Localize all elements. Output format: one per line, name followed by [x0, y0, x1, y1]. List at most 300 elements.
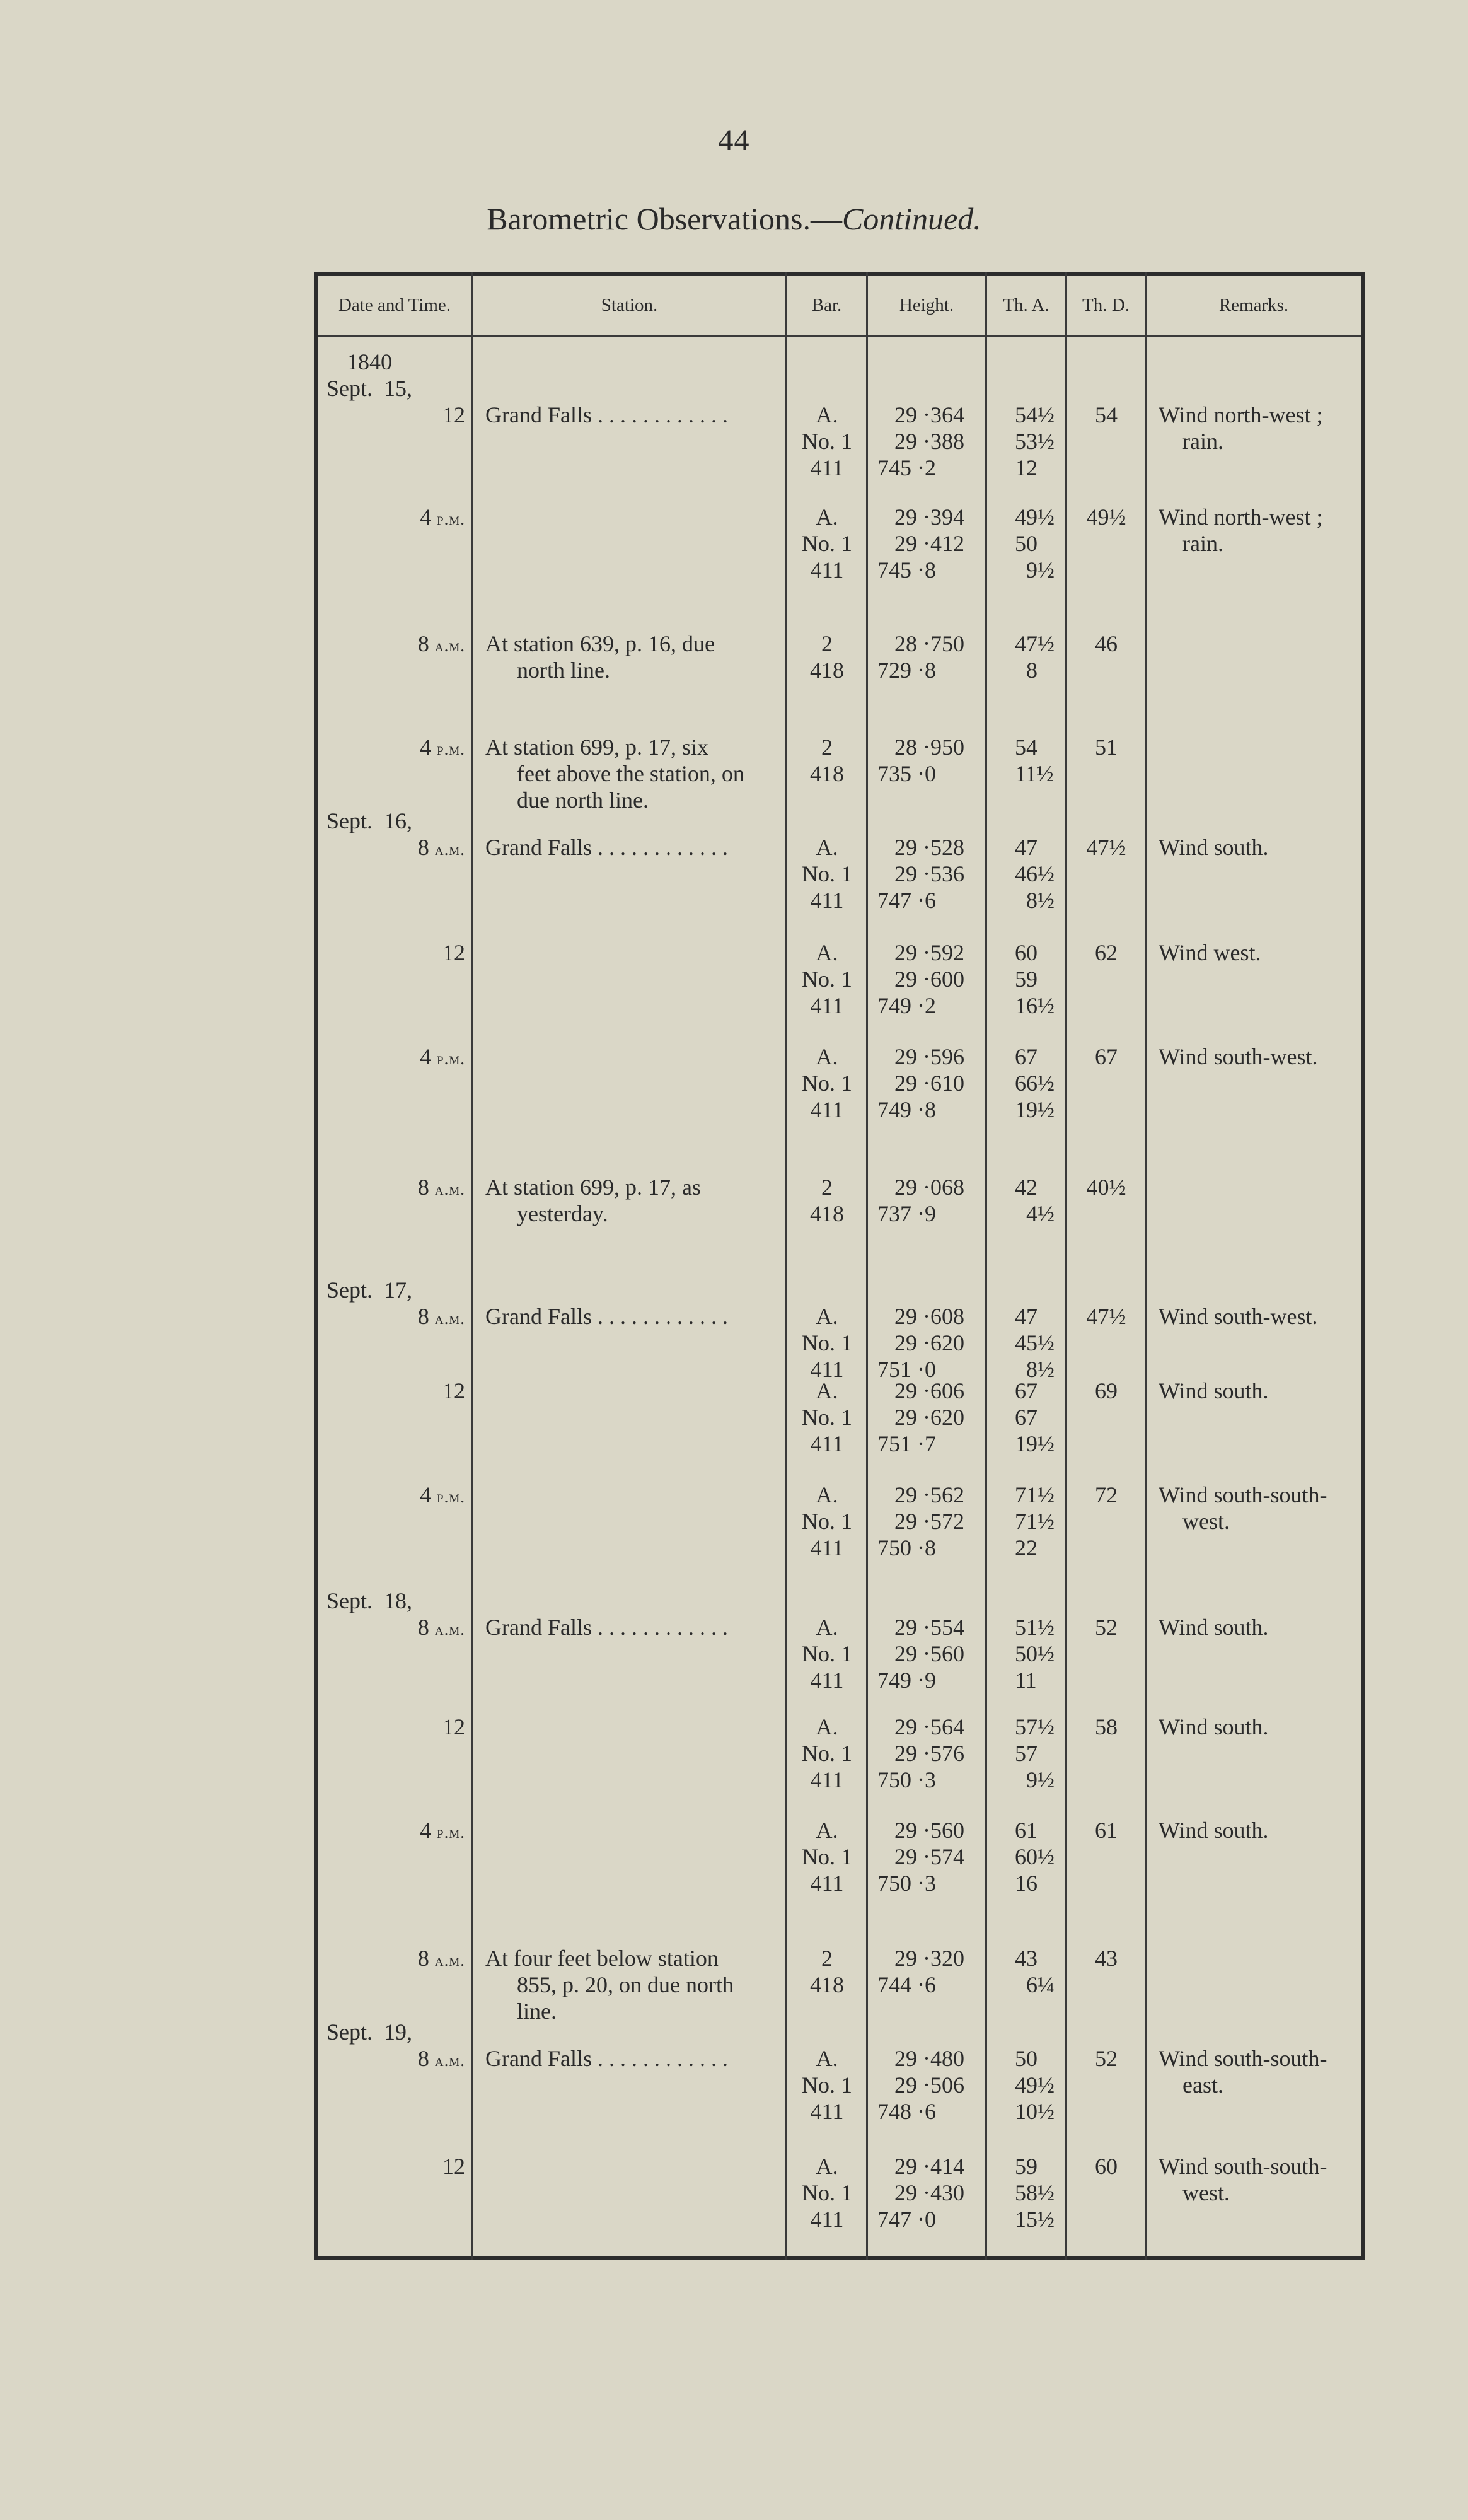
height-cell-line: 29 ·480 [877, 2046, 964, 2071]
th-a-cell-line: 16 [1015, 1871, 1037, 1896]
time-label: 4 p.m. [420, 1044, 465, 1069]
height-cell [877, 1482, 972, 1561]
bar-cell-line: 2 [821, 1175, 833, 1200]
time-label: 8 a.m. [417, 1175, 465, 1200]
station-line: feet above the station, on [517, 761, 744, 786]
bar-cell-line: 411 [810, 557, 844, 583]
th-a-cell [1015, 402, 1065, 481]
bar-cell-line: No. 1 [802, 1509, 852, 1534]
height-cell-line: 750 ·3 [877, 1767, 936, 1792]
bar-cell-line: 2 [821, 735, 833, 760]
column-divider [471, 272, 473, 2260]
time-label: 12 [442, 1714, 465, 1739]
remarks-cell-line: Wind west. [1159, 940, 1261, 965]
th-a-cell-line: 10½ [1015, 2099, 1055, 2124]
bar-cell [795, 1614, 858, 1693]
th-a-cell-line: 60 [1015, 940, 1037, 965]
remarks-cell-line: Wind south. [1159, 1378, 1269, 1403]
header-bar: Bar. [811, 295, 842, 315]
bar-cell-line: A. [816, 402, 838, 427]
remarks-cell-line: Wind south. [1159, 1818, 1269, 1843]
remarks-cell [1159, 2153, 1360, 2206]
bar-cell-line: A. [816, 2154, 838, 2179]
th-d-cell: 43 [1095, 1946, 1118, 1971]
remarks-cell-line: east. [1182, 2072, 1223, 2098]
height-cell-line: 745 ·8 [877, 557, 936, 583]
time-label: 4 p.m. [420, 1482, 465, 1507]
bar-cell-line: 411 [810, 888, 844, 913]
year-label: 1840 [347, 349, 392, 375]
th-a-cell-line: 66½ [1015, 1071, 1055, 1096]
bar-cell [795, 734, 858, 787]
bar-cell-line: 2 [821, 1946, 833, 1971]
bar-cell-line: A. [816, 835, 838, 860]
bar-cell [795, 1303, 858, 1383]
header-date: Date and Time. [338, 295, 451, 315]
date-time-cell [321, 1945, 465, 1973]
title-continued: Continued. [841, 201, 981, 236]
bar-cell [795, 1714, 858, 1793]
th-a-cell-line: 50 [1015, 2046, 1037, 2071]
bar-cell [795, 1378, 858, 1457]
remarks-cell-line: Wind south. [1159, 1615, 1269, 1640]
bar-cell [795, 2045, 858, 2125]
column-divider [785, 272, 787, 2260]
height-cell [877, 2045, 972, 2125]
th-a-cell [1015, 834, 1065, 914]
height-cell-line: 749 ·9 [877, 1668, 936, 1693]
time-label: 8 a.m. [417, 835, 465, 860]
height-cell [877, 834, 972, 914]
th-a-cell-line: 22 [1015, 1535, 1037, 1560]
title-main: Barometric Observations.— [487, 201, 842, 236]
date-time-cell [321, 630, 465, 659]
bar-cell [795, 1043, 858, 1123]
date-time-cell [321, 1714, 465, 1740]
station-cell [485, 1614, 775, 1640]
header-height: Height. [899, 295, 954, 315]
station-line: yesterday. [517, 1201, 608, 1226]
th-a-cell-line: 61 [1015, 1818, 1037, 1843]
day-label: Sept. 17, [327, 1277, 413, 1303]
station-cell [485, 734, 775, 813]
bar-cell-line: 411 [810, 1431, 844, 1456]
height-cell-line: 751 ·0 [877, 1357, 936, 1382]
height-cell-line: 737 ·9 [877, 1201, 936, 1226]
height-cell-line: 29 ·068 [877, 1175, 964, 1200]
remarks-cell-line: Wind south. [1159, 835, 1269, 860]
height-cell-line: 29 ·562 [877, 1482, 964, 1507]
th-a-cell-line: 19½ [1015, 1097, 1055, 1122]
height-cell [877, 1378, 972, 1457]
height-cell-line: 29 ·554 [877, 1615, 964, 1640]
remarks-cell-line: Wind south. [1159, 1714, 1269, 1739]
bar-cell-line: 411 [810, 1535, 844, 1560]
th-a-cell-line: 51½ [1015, 1615, 1055, 1640]
th-a-cell [1015, 1714, 1065, 1793]
th-d-cell: 40½ [1086, 1175, 1126, 1200]
time-label: 8 a.m. [417, 1615, 465, 1640]
station-cell [485, 834, 775, 861]
height-cell [877, 939, 972, 1019]
station-cell [485, 1303, 775, 1330]
time-label: 4 p.m. [420, 504, 465, 530]
bar-cell-line: No. 1 [802, 1405, 852, 1430]
height-cell-line: 29 ·320 [877, 1946, 964, 1971]
height-cell-line: 29 ·572 [877, 1509, 964, 1534]
header-th-a: Th. A. [1003, 295, 1049, 315]
date-time-cell [321, 2153, 465, 2180]
th-a-cell-line: 16½ [1015, 993, 1055, 1018]
th-a-cell-line: 50 [1015, 531, 1037, 556]
remarks-cell [1159, 1482, 1360, 1535]
time-label: 8 a.m. [417, 2046, 465, 2071]
bar-cell-line: No. 1 [802, 967, 852, 992]
th-a-cell [1015, 734, 1065, 787]
station-line: At station 699, p. 17, six [485, 735, 709, 760]
remarks-cell-line: rain. [1182, 531, 1223, 556]
th-a-cell [1015, 1945, 1065, 1998]
height-cell-line: 29 ·528 [877, 835, 964, 860]
th-a-cell [1015, 504, 1065, 583]
height-cell-line: 29 ·606 [877, 1378, 964, 1403]
height-cell-line: 29 ·560 [877, 1818, 964, 1843]
bar-cell-line: A. [816, 1818, 838, 1843]
height-cell-line: 29 ·620 [877, 1330, 964, 1356]
bar-cell [795, 1945, 858, 1998]
height-cell [877, 402, 972, 481]
height-cell-line: 29 ·620 [877, 1405, 964, 1430]
bar-cell-line: 418 [810, 761, 844, 786]
height-cell-line: 29 ·600 [877, 967, 964, 992]
bar-cell-line: No. 1 [802, 2072, 852, 2098]
time-label: 4 p.m. [420, 1818, 465, 1843]
station-line: line. [517, 1999, 557, 2024]
date-time-cell [321, 349, 465, 428]
station-line: due north line. [517, 787, 649, 813]
station-line: Grand Falls . . . . . . . . . . . . [485, 835, 728, 860]
time-label: 8 a.m. [417, 1946, 465, 1971]
remarks-cell [1159, 1378, 1360, 1404]
height-cell-line: 750 ·3 [877, 1871, 936, 1896]
time-label: 12 [442, 1378, 465, 1403]
height-cell-line: 29 ·596 [877, 1044, 964, 1069]
th-a-cell-line: 53½ [1015, 429, 1055, 454]
th-a-cell [1015, 1614, 1065, 1693]
height-cell-line: 29 ·412 [877, 531, 964, 556]
th-a-cell-line: 8½ [1015, 888, 1055, 913]
bar-cell [795, 1174, 858, 1227]
date-time-cell [321, 1378, 465, 1404]
height-cell [877, 2153, 972, 2233]
height-cell-line: 29 ·608 [877, 1304, 964, 1329]
bar-cell-line: No. 1 [802, 1844, 852, 1869]
th-a-cell [1015, 1482, 1065, 1561]
height-cell-line: 729 ·8 [877, 658, 936, 683]
height-cell-line: 747 ·0 [877, 2207, 936, 2232]
bar-cell-line: No. 1 [802, 1641, 852, 1666]
remarks-cell-line: Wind south-south- [1159, 1482, 1327, 1507]
height-cell-line: 747 ·6 [877, 888, 936, 913]
th-a-cell [1015, 1817, 1065, 1896]
page-title [0, 200, 1468, 237]
station-cell [485, 1945, 775, 2024]
height-cell-line: 29 ·564 [877, 1714, 964, 1739]
th-a-cell-line: 11½ [1015, 761, 1054, 786]
bar-cell-line: 411 [810, 1357, 844, 1382]
th-d-cell: 72 [1095, 1482, 1118, 1507]
bar-cell-line: A. [816, 1378, 838, 1403]
height-cell-line: 745 ·2 [877, 455, 936, 480]
height-cell-line: 29 ·414 [877, 2154, 964, 2179]
bar-cell-line: 411 [810, 455, 844, 480]
column-divider [866, 272, 868, 2260]
th-a-cell [1015, 630, 1065, 683]
th-d-cell: 69 [1095, 1378, 1118, 1403]
th-d-cell: 52 [1095, 1615, 1118, 1640]
th-a-cell-line: 50½ [1015, 1641, 1055, 1666]
bar-cell-line: A. [816, 1615, 838, 1640]
station-line: north line. [517, 658, 610, 683]
remarks-cell-line: west. [1182, 1509, 1230, 1534]
station-cell [485, 630, 775, 683]
time-label: 12 [442, 2154, 465, 2179]
th-d-cell: 67 [1095, 1044, 1118, 1069]
remarks-cell-line: Wind south-west. [1159, 1044, 1318, 1069]
height-cell-line: 29 ·394 [877, 504, 964, 530]
height-cell-line: 29 ·430 [877, 2180, 964, 2205]
th-d-cell: 47½ [1086, 1304, 1126, 1329]
bar-cell-line: No. 1 [802, 2180, 852, 2205]
bar-cell [795, 1817, 858, 1896]
date-time-cell [321, 808, 465, 862]
height-cell-line: 29 ·610 [877, 1071, 964, 1096]
height-cell [877, 1817, 972, 1896]
height-cell [877, 1174, 972, 1227]
remarks-cell [1159, 1714, 1360, 1740]
th-a-cell-line: 67 [1015, 1405, 1037, 1430]
th-a-cell [1015, 1303, 1065, 1383]
height-cell-line: 29 ·388 [877, 429, 964, 454]
th-d-cell: 60 [1095, 2154, 1118, 2179]
bar-cell-line: No. 1 [802, 531, 852, 556]
bar-cell-line: 411 [810, 2099, 844, 2124]
date-time-cell [321, 1482, 465, 1510]
bar-cell-line: 418 [810, 1201, 844, 1226]
station-cell [485, 1174, 775, 1227]
bar-cell-line: A. [816, 1482, 838, 1507]
th-d-cell: 52 [1095, 2046, 1118, 2071]
station-cell [485, 402, 775, 428]
bar-cell-line: 418 [810, 658, 844, 683]
date-time-cell [321, 1588, 465, 1642]
th-a-cell [1015, 1174, 1065, 1227]
bar-cell-line: A. [816, 2046, 838, 2071]
height-cell-line: 29 ·576 [877, 1741, 964, 1766]
th-d-cell: 51 [1095, 735, 1118, 760]
th-a-cell-line: 54½ [1015, 402, 1055, 427]
height-cell [877, 504, 972, 583]
time-label: 12 [442, 940, 465, 965]
th-a-cell-line: 19½ [1015, 1431, 1055, 1456]
th-d-cell: 62 [1095, 940, 1118, 965]
height-cell-line: 749 ·2 [877, 993, 936, 1018]
station-line: At four feet below station [485, 1946, 719, 1971]
bar-cell-line: No. 1 [802, 1741, 852, 1766]
bar-cell [795, 630, 858, 683]
height-cell [877, 1614, 972, 1693]
remarks-cell-line: Wind south-south- [1159, 2046, 1327, 2071]
height-cell-line: 29 ·574 [877, 1844, 964, 1869]
height-cell [877, 1945, 972, 1998]
station-line: Grand Falls . . . . . . . . . . . . [485, 1615, 728, 1640]
date-time-cell [321, 734, 465, 762]
th-d-cell: 49½ [1086, 504, 1126, 530]
bar-cell [795, 1482, 858, 1561]
bar-cell-line: A. [816, 504, 838, 530]
height-cell [877, 1714, 972, 1793]
height-cell-line: 749 ·8 [877, 1097, 936, 1122]
bar-cell-line: 2 [821, 631, 833, 656]
bar-cell [795, 402, 858, 481]
th-a-cell-line: 67 [1015, 1044, 1037, 1069]
th-a-cell-line: 4½ [1015, 1201, 1055, 1226]
remarks-cell [1159, 2045, 1360, 2098]
time-label: 8 a.m. [417, 631, 465, 656]
remarks-cell [1159, 504, 1360, 557]
bar-cell-line: 411 [810, 993, 844, 1018]
bar-cell [795, 504, 858, 583]
th-d-cell: 61 [1095, 1818, 1118, 1843]
th-a-cell-line: 59 [1015, 2154, 1037, 2179]
remarks-cell [1159, 1817, 1360, 1844]
header-th-d: Th. D. [1082, 295, 1130, 315]
height-cell-line: 29 ·506 [877, 2072, 964, 2098]
station-cell [485, 2045, 775, 2072]
header-station: Station. [601, 295, 658, 315]
bar-cell [795, 939, 858, 1019]
remarks-cell-line: Wind south-south- [1159, 2154, 1327, 2179]
remarks-cell-line: Wind north-west ; [1159, 504, 1323, 530]
th-a-cell-line: 8½ [1015, 1357, 1055, 1382]
date-time-cell [321, 1043, 465, 1072]
bar-cell-line: A. [816, 1714, 838, 1739]
th-a-cell-line: 54 [1015, 735, 1037, 760]
th-a-cell-line: 71½ [1015, 1509, 1055, 1534]
station-line: At station 639, p. 16, due [485, 631, 715, 656]
th-a-cell-line: 60½ [1015, 1844, 1055, 1869]
remarks-cell [1159, 1303, 1360, 1330]
th-a-cell-line: 47½ [1015, 631, 1055, 656]
time-label: 8 a.m. [417, 1304, 465, 1329]
column-divider [1145, 272, 1147, 2260]
th-a-cell-line: 59 [1015, 967, 1037, 992]
remarks-cell [1159, 1614, 1360, 1640]
height-cell [877, 630, 972, 683]
th-a-cell [1015, 939, 1065, 1019]
header-rule [318, 335, 1361, 337]
bar-cell-line: 411 [810, 2207, 844, 2232]
remarks-cell-line: Wind south-west. [1159, 1304, 1318, 1329]
date-time-cell [321, 2019, 465, 2074]
station-line: 855, p. 20, on due north [517, 1972, 734, 1997]
bar-cell [795, 834, 858, 914]
th-a-cell-line: 47 [1015, 1304, 1037, 1329]
th-a-cell-line: 8 [1015, 658, 1037, 683]
th-a-cell-line: 47 [1015, 835, 1037, 860]
remarks-cell [1159, 939, 1360, 966]
th-d-cell: 47½ [1086, 835, 1126, 860]
height-cell-line: 748 ·6 [877, 2099, 936, 2124]
station-line: At station 699, p. 17, as [485, 1175, 701, 1200]
bar-cell-line: No. 1 [802, 429, 852, 454]
th-a-cell-line: 43 [1015, 1946, 1037, 1971]
remarks-cell [1159, 1043, 1360, 1070]
bar-cell-line: A. [816, 1304, 838, 1329]
height-cell-line: 29 ·560 [877, 1641, 964, 1666]
th-a-cell-line: 58½ [1015, 2180, 1055, 2205]
page-number: 44 [718, 124, 750, 157]
bar-cell-line: No. 1 [802, 861, 852, 886]
height-cell-line: 28 ·950 [877, 735, 964, 760]
day-label: Sept. 19, [327, 2019, 413, 2045]
date-time-cell [321, 1174, 465, 1202]
remarks-cell-line: Wind north-west ; [1159, 402, 1323, 427]
bar-cell-line: A. [816, 1044, 838, 1069]
th-a-cell-line: 42 [1015, 1175, 1037, 1200]
th-a-cell-line: 49½ [1015, 504, 1055, 530]
time-label: 12 [442, 402, 465, 427]
th-a-cell-line: 12 [1015, 455, 1037, 480]
height-cell [877, 734, 972, 787]
th-a-cell-line: 49½ [1015, 2072, 1055, 2098]
station-line: Grand Falls . . . . . . . . . . . . [485, 2046, 728, 2071]
remarks-cell-line: west. [1182, 2180, 1230, 2205]
bar-cell-line: 418 [810, 1972, 844, 1997]
th-a-cell-line: 71½ [1015, 1482, 1055, 1507]
th-d-cell: 46 [1095, 631, 1118, 656]
th-a-cell [1015, 1043, 1065, 1123]
th-a-cell-line: 45½ [1015, 1330, 1055, 1356]
height-cell-line: 28 ·750 [877, 631, 964, 656]
th-a-cell-line: 46½ [1015, 861, 1055, 886]
day-label: Sept. 18, [327, 1588, 413, 1613]
bar-cell-line: 411 [810, 1871, 844, 1896]
station-line: Grand Falls . . . . . . . . . . . . [485, 402, 728, 427]
th-a-cell-line: 11 [1015, 1668, 1037, 1693]
height-cell-line: 29 ·536 [877, 861, 964, 886]
bar-cell-line: 411 [810, 1097, 844, 1122]
height-cell-line: 29 ·364 [877, 402, 964, 427]
th-a-cell [1015, 2045, 1065, 2125]
column-divider [985, 272, 987, 2260]
bar-cell-line: 411 [810, 1668, 844, 1693]
th-a-cell-line: 9½ [1015, 557, 1055, 583]
header-remarks: Remarks. [1218, 295, 1289, 315]
remarks-cell [1159, 402, 1360, 455]
bar-cell [795, 2153, 858, 2233]
height-cell-line: 29 ·592 [877, 940, 964, 965]
height-cell-line: 735 ·0 [877, 761, 936, 786]
th-a-cell-line: 9½ [1015, 1767, 1055, 1792]
day-label: Sept. 16, [327, 808, 413, 833]
date-time-cell [321, 504, 465, 532]
th-a-cell [1015, 1378, 1065, 1457]
th-a-cell-line: 67 [1015, 1378, 1037, 1403]
height-cell [877, 1303, 972, 1383]
th-a-cell-line: 57½ [1015, 1714, 1055, 1739]
bar-cell-line: No. 1 [802, 1071, 852, 1096]
